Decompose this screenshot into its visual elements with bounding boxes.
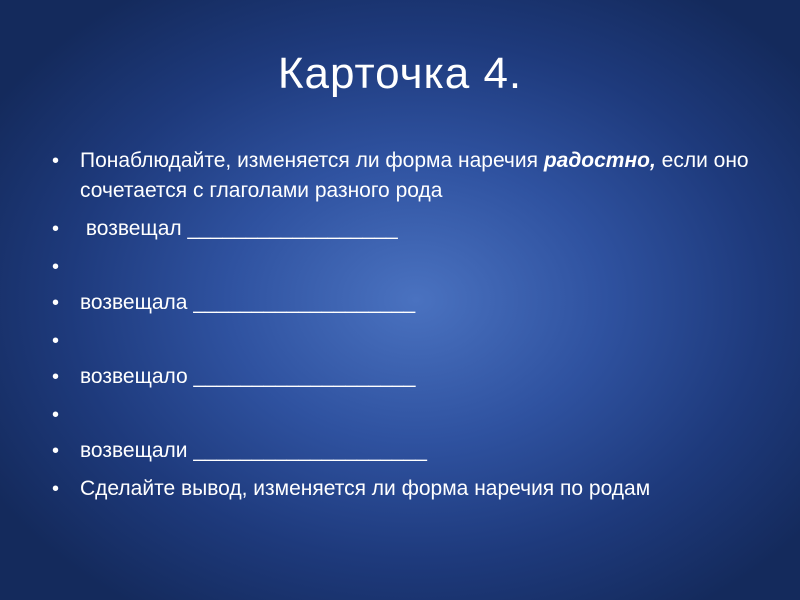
bullet-list: [80, 146, 760, 512]
bullet-intro: [80, 146, 760, 206]
bullet-conclusion: [80, 474, 760, 504]
intro-text-pre: Понаблюдайте, изменяется ли форма наречия: [80, 149, 544, 172]
intro-text-post: если оно сочетается с глаголами разного рода: [80, 149, 749, 202]
emphasized-adverb: радостно,: [543, 149, 656, 172]
bullet-item-vozveshchalo: [80, 362, 760, 392]
item-vozveshchal-text: возвещал __________________: [80, 217, 398, 240]
item-vozveshchala-text: возвещала ___________________: [80, 291, 416, 314]
item-vozveshchali-text: возвещали ____________________: [80, 439, 427, 462]
bullet-empty-2: [80, 326, 760, 356]
bullet-empty-1: [80, 252, 760, 282]
bullet-empty-3: [80, 400, 760, 430]
bullet-item-vozveshchala: [80, 288, 760, 318]
conclusion-text: Сделайте вывод, изменяется ли форма наречия по родам: [80, 477, 651, 500]
slide-title: Карточка 4.: [277, 49, 523, 98]
bullet-item-vozveshchali: [80, 436, 760, 466]
item-vozveshchalo-text: возвещало ___________________: [80, 365, 416, 388]
bullet-item-vozveshchal: [80, 214, 760, 244]
